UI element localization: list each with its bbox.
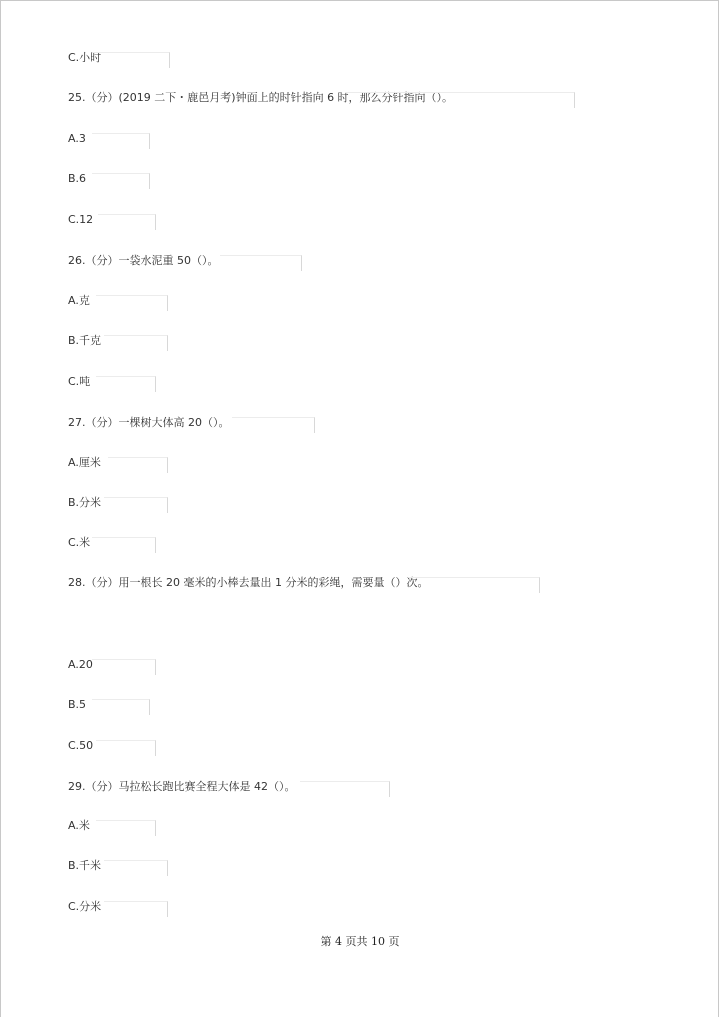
q29-option-b[interactable]: B.千米 — [68, 859, 102, 872]
answer-box — [96, 376, 156, 392]
q27-option-b[interactable]: B.分米 — [68, 496, 102, 509]
q26-option-c[interactable]: C.吨 — [68, 375, 91, 388]
q26-stem: 26.（分）一袋水泥重 50（）。 — [68, 254, 219, 267]
answer-box — [345, 92, 575, 108]
answer-box — [104, 860, 168, 876]
q29-option-c[interactable]: C.分米 — [68, 900, 102, 913]
answer-box — [408, 577, 540, 593]
page-number: 第 4 页共 10 页 — [320, 935, 400, 948]
answer-box — [104, 901, 168, 917]
q28-option-c[interactable]: C.50 — [68, 739, 94, 752]
q29-option-a[interactable]: A.米 — [68, 819, 90, 832]
q25-option-b[interactable]: B.6 — [68, 172, 87, 185]
q25-stem: 25.（分）(2019 二下・鹿邑月考)钟面上的时针指向 6 时，那么分针指向（）。 — [68, 91, 454, 104]
q25-option-c[interactable]: C.12 — [68, 213, 94, 226]
q28-option-b[interactable]: B.5 — [68, 698, 87, 711]
answer-box — [232, 417, 315, 433]
q27-stem: 27.（分）一棵树大体高 20（）。 — [68, 416, 230, 429]
answer-box — [92, 52, 170, 68]
q27-option-c[interactable]: C.米 — [68, 536, 91, 549]
answer-box — [220, 255, 302, 271]
answer-box — [98, 214, 156, 230]
answer-box — [92, 537, 156, 553]
q27-option-a[interactable]: A.厘米 — [68, 456, 101, 469]
q29-stem: 29.（分）马拉松长跑比赛全程大体是 42（）。 — [68, 780, 296, 793]
answer-box — [96, 740, 156, 756]
q24-option-c[interactable]: C.小时 — [68, 51, 102, 64]
q25-option-a[interactable]: A.3 — [68, 132, 86, 145]
answer-box — [92, 699, 150, 715]
answer-box — [300, 781, 390, 797]
q26-option-b[interactable]: B.千克 — [68, 334, 102, 347]
q28-option-a[interactable]: A.20 — [68, 658, 93, 671]
answer-box — [96, 295, 168, 311]
answer-box — [92, 659, 156, 675]
answer-box — [92, 133, 150, 149]
answer-box — [104, 497, 168, 513]
q26-option-a[interactable]: A.克 — [68, 294, 90, 307]
answer-box — [104, 335, 168, 351]
answer-box — [96, 820, 156, 836]
answer-box — [92, 173, 150, 189]
q28-stem: 28.（分）用一根长 20 毫米的小棒去量出 1 分米的彩绳，需要量（）次。 — [68, 576, 429, 589]
answer-box — [108, 457, 168, 473]
